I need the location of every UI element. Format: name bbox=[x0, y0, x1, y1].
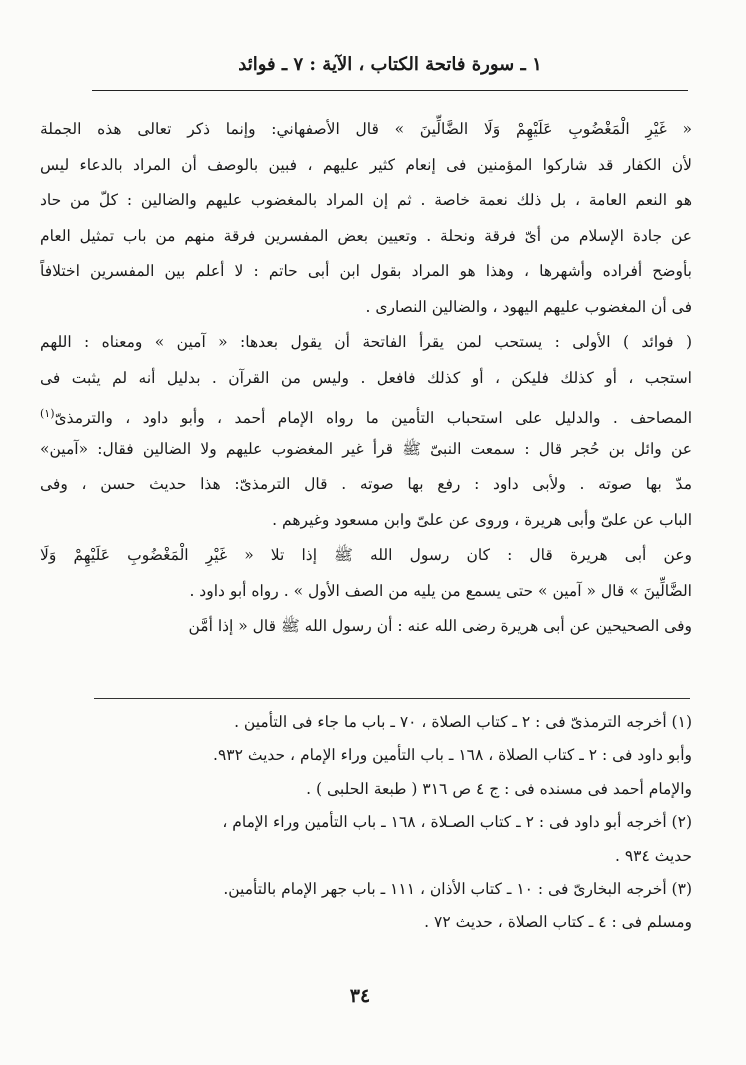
text-line: مدّ بها صوته . ولأبى داود : رفع بها صوته . قال الترمذىّ: هذا حديث حسن ، وفى bbox=[40, 475, 692, 493]
text-line: عن جادة الإسلام من أىّ فرقة ونحلة . وتعيين بعض المفسرين فرقة منهم من باب تمثيل العام bbox=[40, 226, 692, 245]
footnote-line: حديث ٩٣٤ . bbox=[614, 846, 692, 865]
text-line: فى أن المغضوب عليهم اليهود ، والضالين النصارى . bbox=[365, 297, 692, 316]
footnote-line: (٢) أخرجه أبو داود فى : ٢ ـ كتاب الصـلاة ، ١٦٨ ـ باب التأمين وراء الإمام ، bbox=[222, 813, 692, 832]
footnotes bbox=[60, 706, 692, 940]
line-text: المصاحف . والدليل على استحباب التأمين ما رواه الإمام أحمد ، وأبو داود ، والترمذىّ bbox=[54, 409, 692, 428]
text-line: « غَيْرِ الْمَغْضُوبِ عَلَيْهِمْ وَلَا الضَّالِّينَ » قال الأصفهاني: وإنما ذكر تعالى هذه الجملة bbox=[40, 120, 692, 138]
text-line: الضَّالِّينَ » قال « آمين » حتى يسمع من يليه من الصف الأول » . رواه أبو داود . bbox=[189, 581, 692, 600]
text-line: لأن الكفار قد شاركوا المؤمنين فى إنعام كثير عليهم ، فبين بالوصف أن المراد بالدعاء ليس bbox=[40, 155, 692, 174]
page-number: ٣٤ bbox=[349, 985, 371, 1007]
footnote-line: وأبو داود فى : ٢ ـ كتاب الصلاة ، ١٦٨ ـ باب التأمين وراء الإمام ، حديث ٩٣٢. bbox=[213, 746, 692, 765]
footnote-line: (٣) أخرجه البخارىّ فى : ١٠ ـ كتاب الأذان ، ١١١ ـ باب جهر الإمام بالتأمين. bbox=[223, 879, 692, 898]
text-line: بأوضح أفراده وأشهرها ، وهذا هو المراد بقول ابن أبى حاتم : لا أعلم بين المفسرين اختلافاً bbox=[40, 262, 692, 280]
footnote-ref: (١) bbox=[40, 407, 55, 420]
footnote-divider bbox=[94, 698, 690, 699]
text-line: وعن أبى هريرة قال : كان رسول الله ﷺ إذا تلا « غَيْرِ الْمَغْضُوبِ عَلَيْهِمْ وَلَا bbox=[40, 546, 692, 564]
text-line bbox=[40, 396, 692, 432]
text-line: استجب ، أو كذلك فليكن ، أو كذلك فافعل . وليس من القرآن . بدليل أنه لم يثبت فى bbox=[40, 368, 692, 387]
footnote-line: والإمام أحمد فى مسنده فى : ج ٤ ص ٣١٦ ( طبعة الحلبى ) . bbox=[306, 779, 692, 798]
text-line: وفى الصحيحين عن أبى هريرة رضى الله عنه : أن رسول الله ﷺ قال « إذا أمَّن bbox=[188, 617, 692, 635]
footnote-line: (١) أخرجه الترمذىّ فى : ٢ ـ كتاب الصلاة ، ٧٠ ـ باب ما جاء فى التأمين . bbox=[234, 713, 692, 731]
running-header: ١ ـ سورة فاتحة الكتاب ، الآية : ٧ ـ فوائد bbox=[238, 54, 542, 75]
text-line: الباب عن علىّ وأبى هريرة ، وروى عن علىّ وابن مسعود وغيرهم . bbox=[272, 510, 692, 529]
main-text bbox=[40, 112, 692, 645]
header-divider bbox=[92, 90, 688, 91]
text-line: عن وائل بن حُجر قال : سمعت النبىّ ﷺ قرأ غير المغضوب عليهم ولا الضالين فقال: «آمين» bbox=[40, 439, 692, 458]
footnote-line: ومسلم فى : ٤ ـ كتاب الصلاة ، حديث ٧٢ . bbox=[424, 913, 692, 932]
text-line: ( فوائد ) الأولى : يستحب لمن يقرأ الفاتحة أن يقول بعدها: « آمين » ومعناه : اللهم bbox=[40, 333, 692, 351]
text-line: هو النعم العامة ، بل ذلك نعمة خاصة . ثم إن المراد بالمغضوب عليهم والضالين : كلّ من حاد bbox=[40, 191, 692, 209]
